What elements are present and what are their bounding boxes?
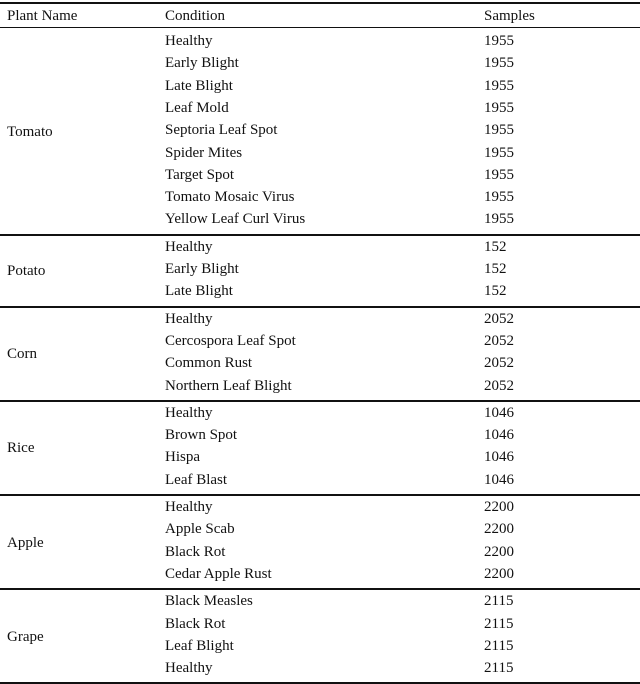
condition-cell: Healthy bbox=[165, 33, 213, 49]
samples-cell: 152 bbox=[484, 238, 507, 255]
samples-cell: 1046 bbox=[484, 404, 514, 421]
plant-name-cell: Tomato bbox=[7, 124, 53, 141]
samples-cell: 2115 bbox=[484, 660, 514, 677]
header-plant-name: Plant Name bbox=[7, 8, 78, 24]
condition-cell: Target Spot bbox=[165, 166, 235, 183]
header-condition: Condition bbox=[165, 8, 226, 24]
samples-cell: 2200 bbox=[484, 521, 514, 538]
condition-cell: Black Measles bbox=[165, 593, 253, 610]
group-separator bbox=[0, 234, 640, 236]
condition-cell: Cedar Apple Rust bbox=[165, 565, 272, 582]
condition-cell: Healthy bbox=[165, 238, 213, 255]
samples-cell: 1046 bbox=[484, 427, 514, 444]
samples-cell: 152 bbox=[484, 283, 507, 300]
condition-cell: Northern Leaf Blight bbox=[165, 377, 292, 394]
samples-cell: 1955 bbox=[484, 55, 514, 72]
samples-cell: 1955 bbox=[484, 211, 514, 228]
group-separator bbox=[0, 494, 640, 496]
samples-cell: 1955 bbox=[484, 166, 514, 183]
condition-cell: Leaf Blast bbox=[165, 471, 228, 488]
condition-cell: Healthy bbox=[165, 499, 213, 515]
samples-cell: 2115 bbox=[484, 615, 514, 632]
condition-cell: Early Blight bbox=[165, 55, 239, 72]
plant-name-cell: Potato bbox=[7, 263, 46, 280]
condition-cell: Black Rot bbox=[165, 615, 226, 632]
condition-cell: Septoria Leaf Spot bbox=[165, 122, 278, 139]
samples-cell: 152 bbox=[484, 261, 507, 277]
samples-cell: 2115 bbox=[484, 637, 514, 654]
samples-cell: 1955 bbox=[484, 33, 514, 49]
condition-cell: Healthy bbox=[165, 404, 213, 421]
condition-cell: Leaf Blight bbox=[165, 637, 234, 654]
plant-name-cell: Rice bbox=[7, 440, 35, 457]
condition-cell: Yellow Leaf Curl Virus bbox=[165, 211, 306, 228]
samples-cell: 2200 bbox=[484, 543, 514, 560]
header-samples: Samples bbox=[484, 8, 535, 24]
condition-cell: Spider Mites bbox=[165, 144, 243, 161]
condition-cell: Leaf Mold bbox=[165, 99, 229, 116]
condition-cell: Tomato Mosaic Virus bbox=[165, 189, 295, 206]
samples-cell: 1046 bbox=[484, 449, 514, 466]
samples-cell: 2052 bbox=[484, 310, 514, 327]
condition-cell: Late Blight bbox=[165, 283, 233, 300]
header-rule bbox=[0, 27, 640, 28]
samples-cell: 1046 bbox=[484, 471, 514, 488]
samples-cell: 2052 bbox=[484, 377, 514, 394]
condition-cell: Common Rust bbox=[165, 355, 253, 372]
samples-cell: 2052 bbox=[484, 355, 514, 372]
condition-cell: Apple Scab bbox=[165, 521, 235, 538]
group-separator bbox=[0, 400, 640, 402]
condition-cell: Hispa bbox=[165, 449, 200, 466]
plant-name-cell: Grape bbox=[7, 628, 44, 645]
samples-cell: 2200 bbox=[484, 499, 514, 515]
condition-cell: Late Blight bbox=[165, 77, 233, 94]
condition-cell: Early Blight bbox=[165, 261, 239, 277]
condition-cell: Healthy bbox=[165, 310, 213, 327]
top-rule bbox=[0, 2, 640, 4]
samples-cell: 1955 bbox=[484, 99, 514, 116]
group-separator bbox=[0, 588, 640, 590]
samples-cell: 2200 bbox=[484, 565, 514, 582]
group-separator bbox=[0, 306, 640, 308]
condition-cell: Black Rot bbox=[165, 543, 226, 560]
samples-cell: 2052 bbox=[484, 332, 514, 349]
samples-cell: 1955 bbox=[484, 77, 514, 94]
condition-cell: Healthy bbox=[165, 660, 213, 677]
plant-name-cell: Corn bbox=[7, 346, 37, 363]
condition-cell: Brown Spot bbox=[165, 427, 238, 444]
samples-cell: 1955 bbox=[484, 122, 514, 139]
samples-cell: 2115 bbox=[484, 593, 514, 610]
samples-cell: 1955 bbox=[484, 144, 514, 161]
samples-cell: 1955 bbox=[484, 189, 514, 206]
condition-cell: Cercospora Leaf Spot bbox=[165, 332, 296, 349]
plant-name-cell: Apple bbox=[7, 534, 44, 551]
